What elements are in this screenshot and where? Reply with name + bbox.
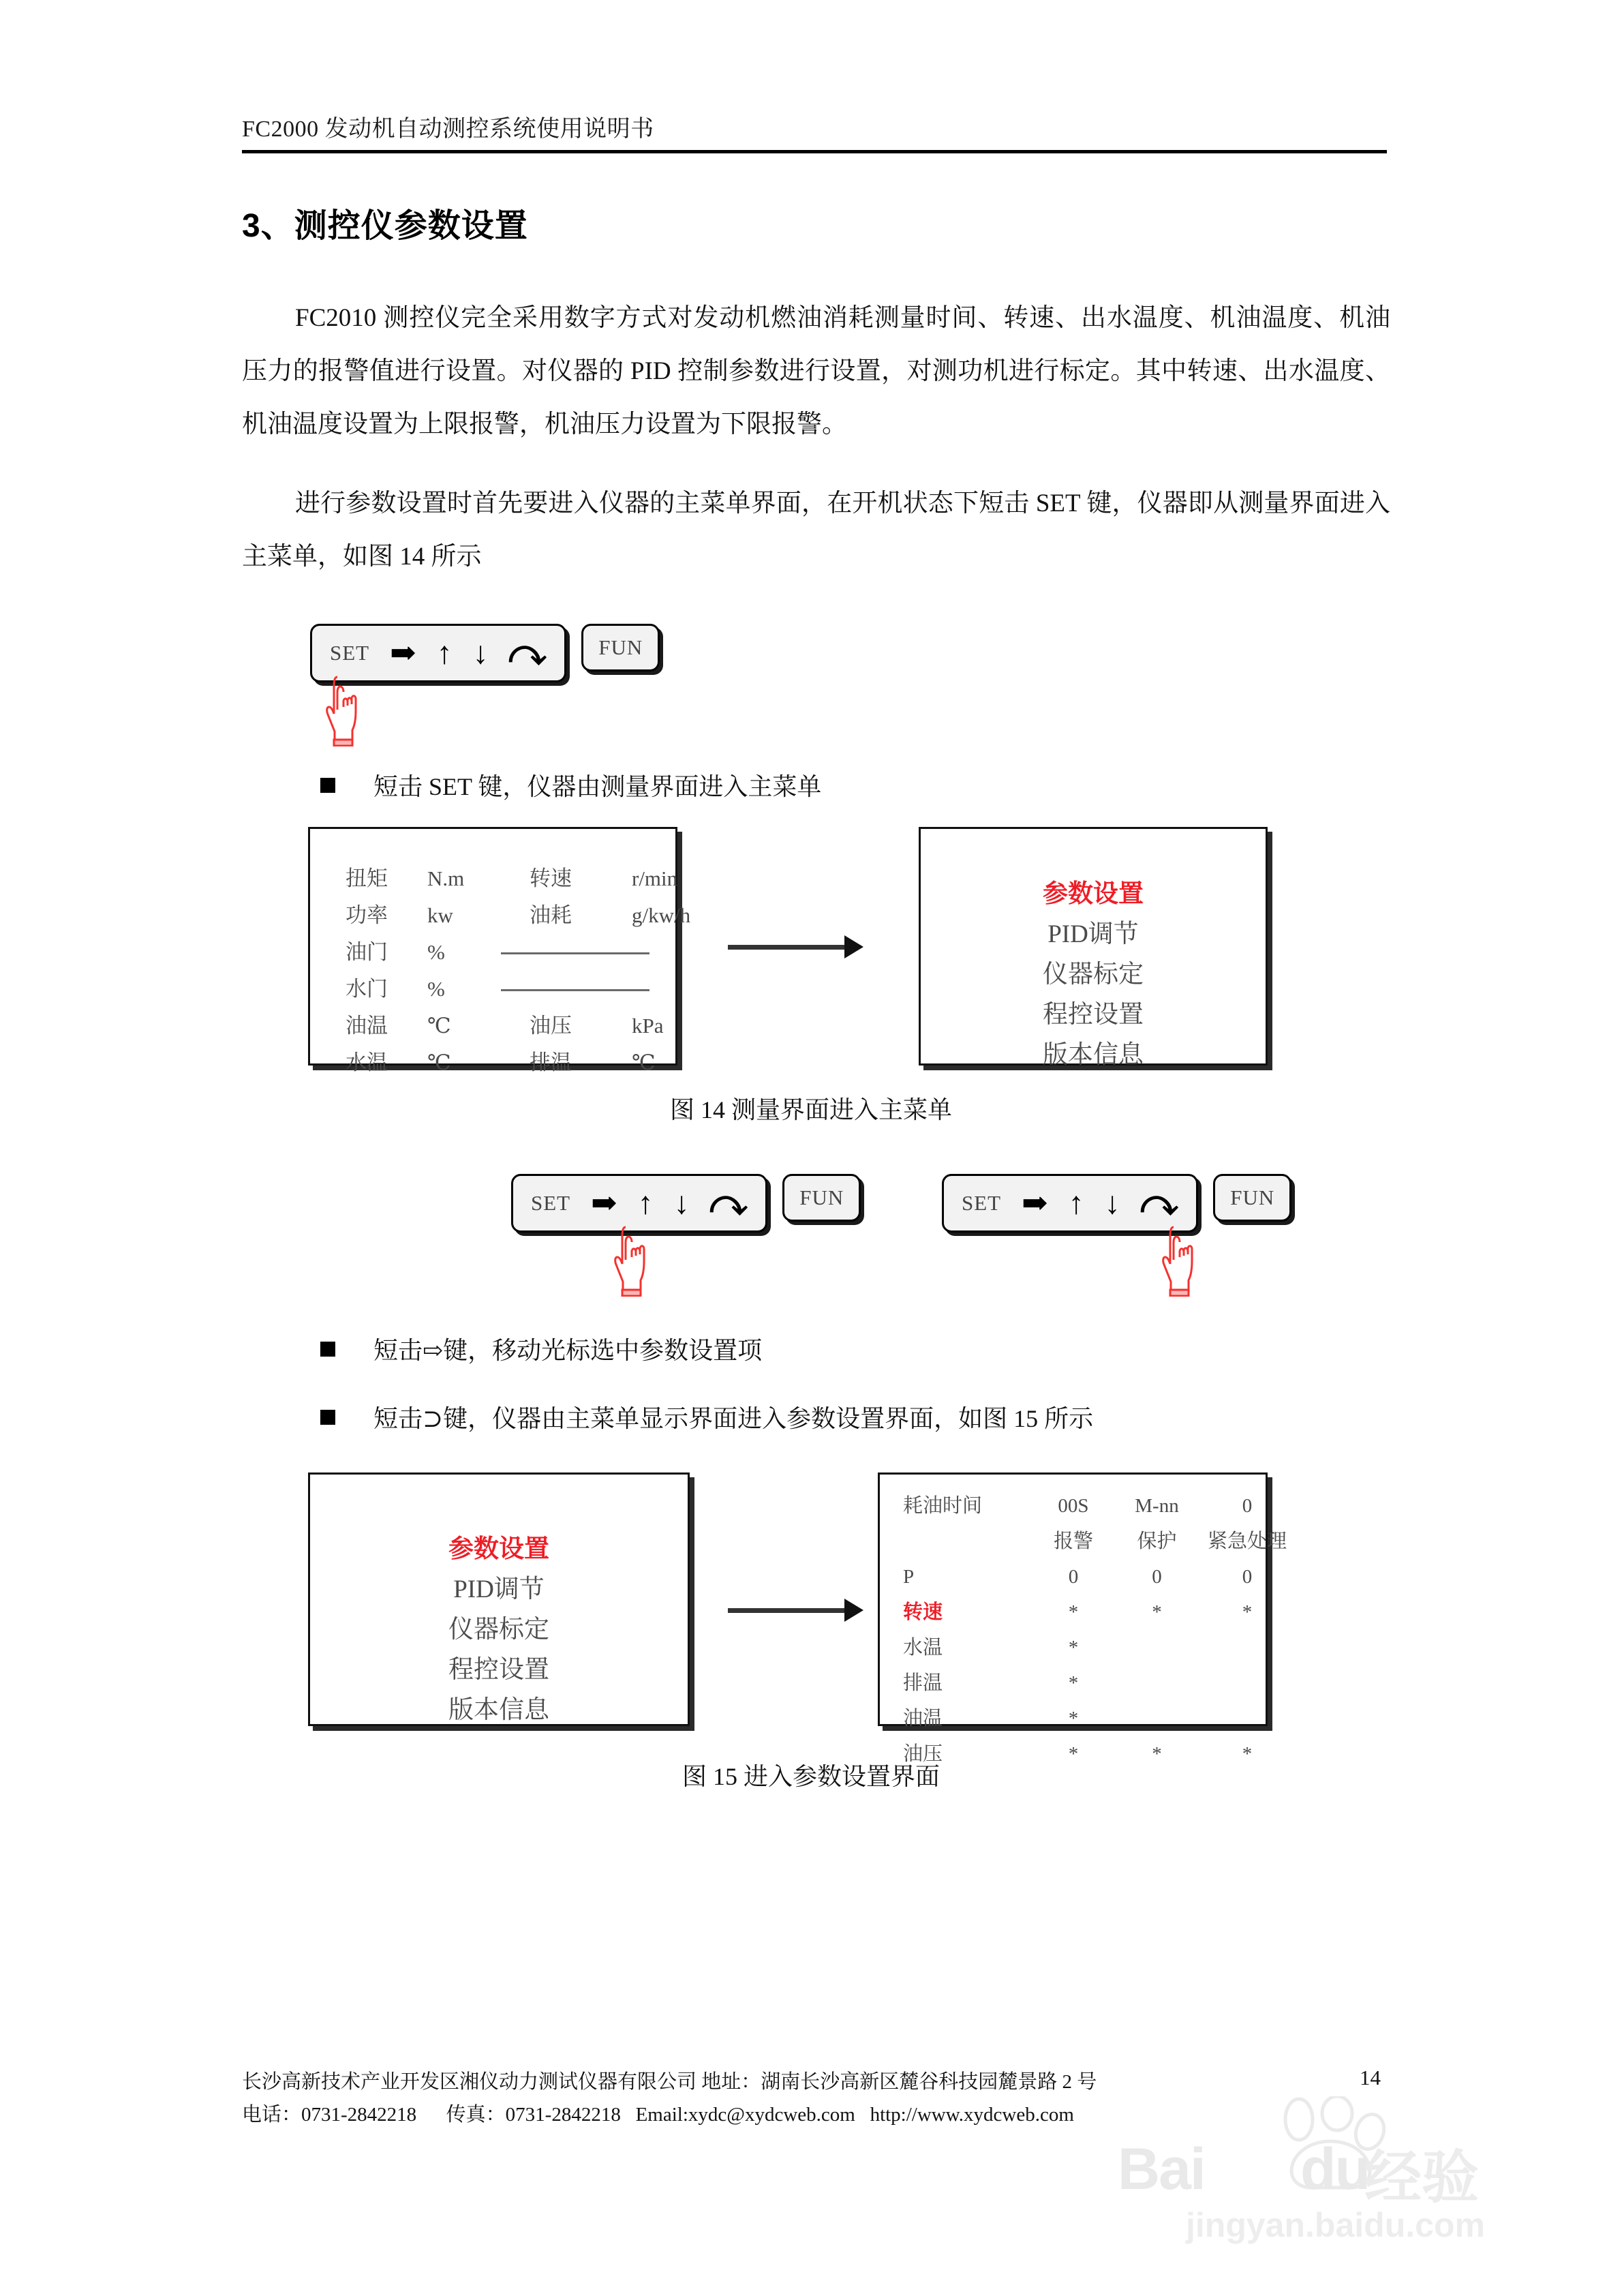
key-up-arrow-icon-3[interactable]: ↑	[1068, 1185, 1084, 1220]
menu-item-instrument-calibration-2[interactable]: 仪器标定	[448, 1616, 549, 1644]
key-down-arrow-icon-3[interactable]: ↓	[1104, 1185, 1120, 1220]
key-right-arrow-icon[interactable]: ➡	[390, 635, 416, 670]
meas-r4-c3: kPa	[632, 1014, 664, 1038]
meas-r2-c0: 油门	[346, 940, 388, 964]
watermark-brand-2: du	[1300, 2136, 1370, 2202]
param-row-exhaust-temp-label: 排温	[903, 1672, 943, 1694]
meas-r0-c3: r/min	[632, 866, 678, 890]
meas-r5-c3: ℃	[632, 1051, 656, 1074]
meas-r4-c0: 油温	[346, 1014, 388, 1038]
param-row-fuel-time	[903, 1488, 1256, 1524]
param-row-oil-press-alarm: *	[1068, 1743, 1079, 1765]
main-menu-list-2	[310, 1529, 688, 1730]
param-header-alarm: 报警	[1053, 1530, 1093, 1552]
key-set[interactable]: SET	[330, 641, 370, 665]
header-title: FC2000 发动机自动测控系统使用说明书	[242, 117, 654, 142]
menu-item-version-info[interactable]: 版本信息	[1043, 1041, 1144, 1069]
key-down-arrow-icon-2[interactable]: ↓	[673, 1185, 690, 1220]
page-header	[242, 115, 1387, 153]
table-row[interactable]	[903, 1701, 1256, 1736]
table-row[interactable]	[903, 1595, 1256, 1630]
table-row[interactable]	[903, 1559, 1256, 1595]
param-header-protect: 保护	[1137, 1530, 1177, 1552]
menu-item-program-control-setting-2[interactable]: 程控设置	[448, 1656, 549, 1684]
key-fun[interactable]	[581, 624, 660, 671]
meas-r0-c1: N.m	[427, 866, 465, 890]
pointing-hand-icon-3	[1161, 1222, 1197, 1297]
key-enter-return-icon-3[interactable]: ⤺	[1140, 1183, 1179, 1224]
meas-r3-c0: 水门	[346, 977, 388, 1001]
flow-arrow-fig14-icon	[728, 935, 864, 958]
bullet-item-3-text: 短击⊃键，仪器由主菜单显示界面进入参数设置界面，如图 15 所示	[373, 1405, 1094, 1432]
param-row-p-alarm: 0	[1068, 1566, 1079, 1588]
param-row-p-emergency: 0	[1242, 1566, 1253, 1588]
keypad-main-group	[310, 624, 566, 682]
menu-item-pid-adjust-2[interactable]: PID调节	[453, 1575, 545, 1603]
main-menu-list	[921, 874, 1266, 1075]
meas-r4-c2: 油压	[530, 1014, 572, 1038]
keypad-figure-enter	[942, 1174, 1291, 1233]
keypad-main-group-3	[942, 1174, 1198, 1233]
key-fun-label-3: FUN	[1230, 1185, 1275, 1209]
measurement-readout-grid	[346, 863, 691, 1078]
param-row-exhaust-temp-protect	[1114, 1665, 1199, 1701]
meas-r3-bar	[530, 973, 720, 1005]
section-heading: 3、测控仪参数设置	[242, 208, 528, 244]
meas-r0-c2: 转速	[530, 866, 572, 890]
param-row-oil-temp-emergency	[1199, 1701, 1295, 1736]
param-row-water-temp-alarm: *	[1068, 1637, 1079, 1659]
menu-item-program-control-setting[interactable]: 程控设置	[1043, 1001, 1144, 1029]
meas-r5-c0: 水温	[346, 1051, 388, 1074]
param-row-p-label: P	[903, 1566, 915, 1588]
param-header-emergency: 紧急处理	[1207, 1530, 1287, 1552]
param-row-p-protect: 0	[1152, 1566, 1162, 1588]
key-fun-label: FUN	[598, 635, 643, 659]
parameter-setting-screen-panel	[878, 1472, 1287, 1765]
meas-r5-c2: 排温	[530, 1051, 572, 1074]
key-down-arrow-icon[interactable]: ↓	[472, 635, 489, 670]
meas-r2-bar	[530, 937, 720, 968]
meas-r3-c1: %	[427, 977, 445, 1001]
meas-r4-c1: ℃	[427, 1014, 451, 1038]
watermark-brand: Bai	[1118, 2136, 1205, 2202]
key-fun-3[interactable]	[1213, 1174, 1291, 1222]
key-enter-return-icon-2[interactable]: ⤺	[709, 1183, 748, 1224]
bullet-item-1-text: 短击 SET 键，仪器由测量界面进入主菜单	[373, 773, 822, 800]
param-mode-label: M-nn	[1135, 1495, 1179, 1517]
param-row-oil-temp-label: 油温	[903, 1708, 943, 1729]
param-fuel-time-label: 耗油时间	[903, 1495, 983, 1517]
bullet-item-1	[320, 769, 821, 804]
meas-r1-c2: 油耗	[530, 903, 572, 927]
main-menu-screen-panel	[919, 827, 1268, 1069]
table-row[interactable]	[903, 1665, 1256, 1701]
param-row-water-temp-protect	[1114, 1630, 1199, 1665]
watermark-cn: 经验	[1364, 2145, 1480, 2209]
param-fuel-time-value: 00S	[1058, 1495, 1089, 1517]
meas-r1-c3: g/kw/h	[632, 903, 691, 927]
key-up-arrow-icon[interactable]: ↑	[436, 635, 453, 670]
header-rule	[242, 150, 1387, 153]
menu-item-parameter-setting[interactable]: 参数设置	[1043, 880, 1144, 908]
menu-item-parameter-setting-2[interactable]: 参数设置	[448, 1535, 549, 1563]
key-fun-2[interactable]	[782, 1174, 861, 1222]
main-menu-screen-panel-2	[308, 1472, 690, 1726]
meas-r5-c1: ℃	[427, 1051, 451, 1074]
menu-item-version-info-2[interactable]: 版本信息	[448, 1696, 549, 1724]
footer-line-2: 电话：0731-2842218 传真：0731-2842218 Email:xydc@xydcweb.com http://www.xydcweb.com	[242, 2104, 1074, 2126]
meas-r1-c1: kw	[427, 903, 453, 927]
param-header-row	[903, 1524, 1287, 1559]
table-row[interactable]	[903, 1630, 1256, 1665]
key-right-arrow-icon-3[interactable]: ➡	[1022, 1185, 1048, 1220]
page-number: 14	[1360, 2066, 1381, 2089]
pointing-hand-icon	[325, 671, 361, 746]
figure-15-caption: 图 15 进入参数设置界面	[682, 1763, 940, 1790]
param-row-speed-protect: *	[1152, 1601, 1162, 1623]
param-row-water-temp-label: 水温	[903, 1637, 943, 1659]
paragraph-2: 进行参数设置时首先要进入仪器的主菜单界面，在开机状态下短击 SET 键，仪器即从测量界面进入主菜单，如图 14 所示	[242, 489, 1390, 571]
key-set-2[interactable]: SET	[531, 1191, 571, 1215]
param-row-oil-press-label: 油压	[903, 1743, 943, 1765]
watermark-subtext: jingyan.baidu.com	[1186, 2206, 1485, 2244]
bullet-item-2-text: 短击⇨键，移动光标选中参数设置项	[373, 1337, 763, 1364]
keypad-figure-set	[310, 624, 660, 682]
bullet-item-2	[320, 1333, 762, 1368]
meas-r1-c0: 功率	[346, 903, 388, 927]
figure-14-caption: 图 14 测量界面进入主菜单	[669, 1096, 952, 1123]
parameter-table	[903, 1488, 1287, 1772]
meas-r0-c0: 扭矩	[346, 866, 388, 890]
bullet-square-icon-2	[320, 1342, 335, 1357]
bullet-item-3	[320, 1401, 1093, 1436]
menu-item-pid-adjust[interactable]: PID调节	[1047, 920, 1139, 948]
pointing-hand-icon-2	[613, 1222, 649, 1297]
footer-line-1: 长沙高新技术产业开发区湘仪动力测试仪器有限公司 地址：湖南长沙高新区麓谷科技园麓景路 2 号	[242, 2071, 1097, 2093]
param-header-blank	[903, 1524, 1032, 1559]
keypad-figure-right-arrow	[511, 1174, 861, 1233]
param-row-oil-press-emergency: *	[1242, 1743, 1253, 1765]
key-fun-label-2: FUN	[799, 1185, 844, 1209]
measurement-screen-panel	[308, 827, 691, 1074]
key-set-3[interactable]: SET	[962, 1191, 1002, 1215]
menu-item-instrument-calibration[interactable]: 仪器标定	[1043, 961, 1144, 988]
param-row-oil-temp-protect	[1114, 1701, 1199, 1736]
param-row-speed-emergency: *	[1242, 1601, 1253, 1623]
param-row-oil-press-protect: *	[1152, 1743, 1162, 1765]
key-enter-return-icon[interactable]: ⤺	[508, 633, 547, 674]
key-right-arrow-icon-2[interactable]: ➡	[591, 1185, 617, 1220]
meas-r2-c1: %	[427, 940, 445, 964]
param-mode-value: 0	[1242, 1495, 1253, 1517]
param-row-speed-alarm: *	[1068, 1601, 1079, 1623]
paragraph-1: FC2010 测控仪完全采用数字方式对发动机燃油消耗测量时间、转速、出水温度、机油温度、机油压力的报警值进行设置。对仪器的 PID 控制参数进行设置，对测功机进行标定。其中转速、出水温度、机油温度设置为上限报警，机油压力设置为下限报警。	[242, 304, 1390, 438]
param-row-water-temp-emergency	[1199, 1630, 1295, 1665]
page-footer	[242, 2066, 1394, 2131]
param-row-oil-temp-alarm: *	[1068, 1708, 1079, 1729]
bullet-square-icon-3	[320, 1410, 335, 1425]
keypad-main-group-2	[511, 1174, 767, 1233]
flow-arrow-fig15-icon	[728, 1599, 864, 1622]
key-up-arrow-icon-2[interactable]: ↑	[637, 1185, 654, 1220]
param-row-speed-label: 转速	[903, 1601, 943, 1623]
bullet-square-icon	[320, 778, 335, 793]
param-row-exhaust-temp-emergency	[1199, 1665, 1295, 1701]
param-row-exhaust-temp-alarm: *	[1068, 1672, 1079, 1694]
